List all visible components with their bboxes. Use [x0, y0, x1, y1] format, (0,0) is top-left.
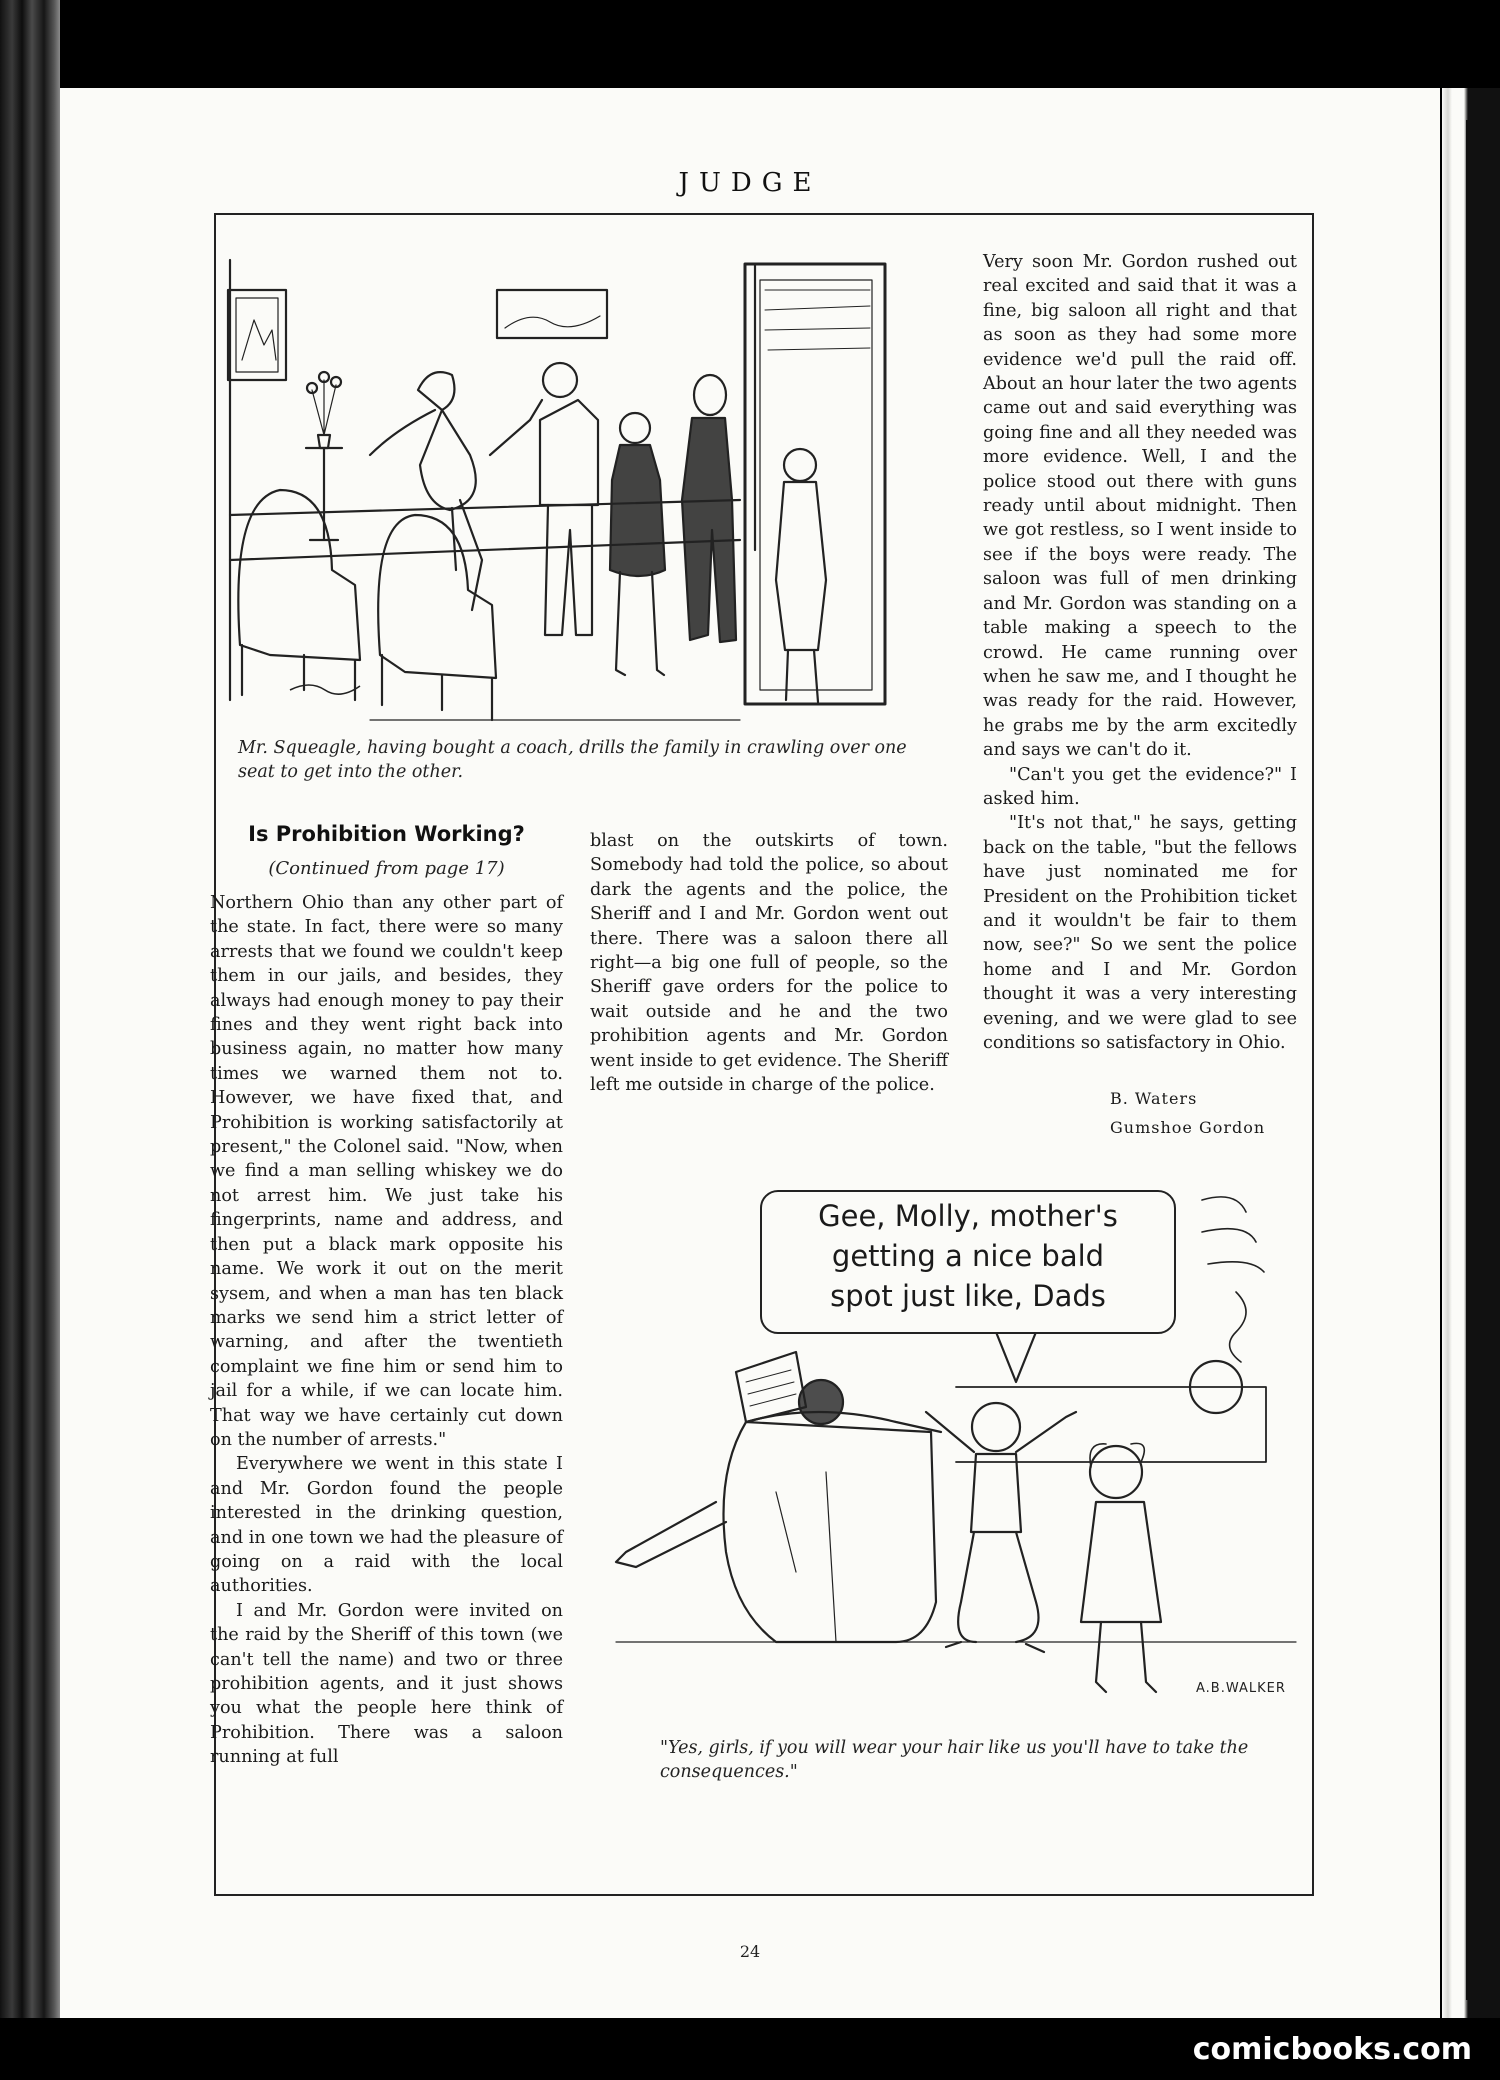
- author-signature: B. Waters: [1110, 1089, 1198, 1108]
- artist-signature-bottom: A.B.WALKER: [1196, 1681, 1286, 1696]
- speech-balloon-text: [768, 1196, 1168, 1316]
- paragraph: Everywhere we went in this state I and Mr. Gordon found the people interested in the drinking question, and in one town we had the pleasure of going on a raid with the local authorities.: [210, 1454, 563, 1597]
- artist-signature-top: [290, 685, 360, 694]
- paragraph: I and Mr. Gordon were invited on the raid by the Sheriff of this town (we can't tell the name) and two or three prohibition agents, and it just shows you what the people here think of Prohibition. There was a saloon running at full: [210, 1600, 563, 1768]
- illustration-squeagle-family: [220, 250, 970, 735]
- author-signature: Gumshoe Gordon: [1110, 1118, 1266, 1137]
- balloon-line: spot just like, Dads: [830, 1279, 1106, 1313]
- article-column-right: [983, 250, 1297, 1055]
- article-column-left: [210, 891, 563, 1770]
- masthead: JUDGE: [678, 168, 822, 198]
- paragraph: blast on the outskirts of town. Somebody had told the police, so about dark the agents and the police, the Sheriff and I and Mr. Gordon went out there. There was a saloon there all right—a big one full of people, so the Sheriff gave orders for the police to wait outside and he and the two prohibition agents and Mr. Gordon went inside to get evidence. The Sheriff left me outside in charge of the police.: [590, 831, 948, 1096]
- page-number: 24: [739, 1942, 761, 1961]
- caption-bottom-illustration: "Yes, girls, if you will wear your hair like us you'll have to take the consequences.": [660, 1738, 1249, 1782]
- paragraph: "Can't you get the evidence?" I asked him.: [983, 764, 1297, 809]
- watermark: comicbooks.com: [1192, 2032, 1472, 2067]
- balloon-line: Gee, Molly, mother's: [818, 1199, 1118, 1233]
- article-continued-note: (Continued from page 17): [268, 858, 505, 879]
- scan-binding-edge: [0, 0, 60, 2080]
- caption-top-illustration: Mr. Squeagle, having bought a coach, drills the family in crawling over one seat to get into the other.: [238, 738, 907, 782]
- paragraph: Very soon Mr. Gordon rushed out real excited and said that it was a fine, big saloon all right and that as soon as they had some more evidence we'd pull the raid off. About an hour later the two agents came out and said everything was going fine and all they needed was more evidence. Well, I and the police stood out there with guns ready until about midnight. Then we got restless, so I went inside to see if the boys were ready. The saloon was full of men drinking and Mr. Gordon was standing on a table making a speech to the crowd. He came running over when he saw me, and I thought he was ready for the raid. However, he grabs me by the arm excitedly and says we can't do it.: [983, 252, 1297, 761]
- paragraph: Northern Ohio than any other part of the state. In fact, there were so many arrests that we found we couldn't keep them in our jails, and besides, they always had enough money to pay their fines and they went right back into business again, no matter how many times we warned them not to. However, we have fixed that, and Prohibition is working satisfactorily at present," the Colonel said. "Now, when we find a man selling whiskey we do not arrest him. We just take his fingerprints, name and address, and then put a black mark opposite his name. We work it out on the merit sysem, and when a man has ten black marks we send him a strict letter of warning, and after the twentieth complaint we fine him or send him to jail for a while, if we can locate him. That way we have certainly cut down on the number of arrests.": [210, 893, 563, 1450]
- balloon-line: getting a nice bald: [831, 1239, 1105, 1273]
- scan-right-edge: [1442, 88, 1500, 2018]
- article-column-middle: [590, 829, 948, 1097]
- article-title: Is Prohibition Working?: [248, 822, 525, 846]
- binding-line: [1466, 120, 1468, 2000]
- paragraph: "It's not that," he says, getting back on the table, "but the fellows have just nominated me for President on the Prohibition ticket and it wouldn't be fair to them now, see?" So we sent the police home and I and Mr. Gordon thought it was a very interesting evening, and we were glad to see conditions so satisfactory in Ohio.: [983, 813, 1297, 1053]
